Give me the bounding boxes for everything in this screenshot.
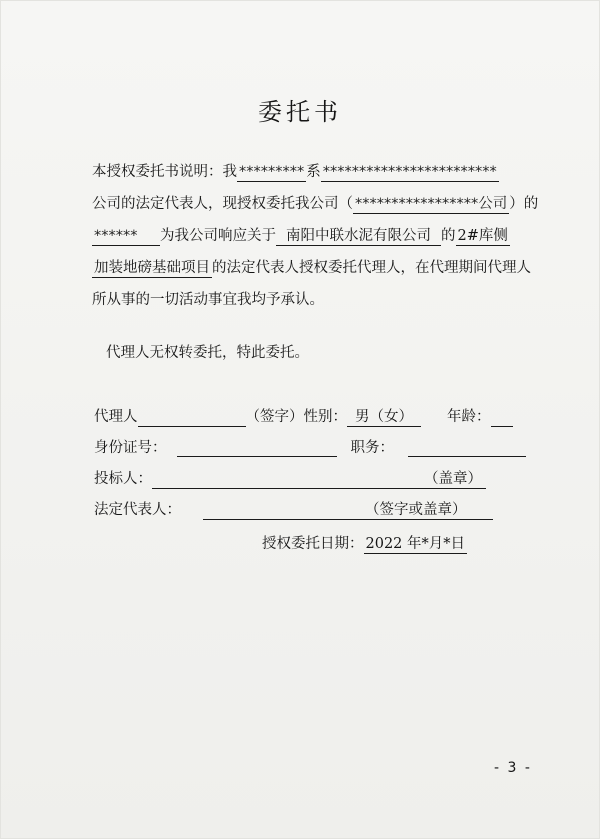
bidder-row <box>94 467 534 498</box>
id-row <box>94 436 534 467</box>
paragraph-line-2 <box>92 188 539 220</box>
age-blank <box>491 426 513 427</box>
legal-rep-sign-note: （签字或盖章） <box>363 501 493 520</box>
agent-blank <box>138 426 246 427</box>
line2-suffix: ）的 <box>509 196 539 212</box>
project-field-part2: 加装地磅基础项目 <box>94 260 210 276</box>
gender-value: 男（女） <box>347 408 421 427</box>
legal-rep-blank <box>203 519 363 520</box>
age-label: 年龄： <box>447 409 491 425</box>
line3-mid: 为我公司响应关于 <box>160 228 276 244</box>
agent-sign-note: （签字） <box>245 409 304 425</box>
organization-field: 南阳中联水泥有限公司 <box>276 227 441 246</box>
legal-rep-row <box>94 498 534 529</box>
paragraph-line-4 <box>92 252 532 284</box>
legal-rep-name-field: ********* <box>239 164 305 180</box>
position-blank <box>408 456 526 457</box>
signature-form <box>94 405 534 529</box>
paragraph-line-1 <box>92 156 532 188</box>
paragraph-line-3 <box>92 220 532 252</box>
line4-text: 的法定代表人授权委托代理人，在代理期间代理人 <box>212 260 531 276</box>
agent-label: 代理人 <box>94 409 138 425</box>
company-field-2: *****************公司 <box>355 196 508 212</box>
authorization-date <box>262 532 467 554</box>
line2-text: 公司的法定代表人，现授权委托我公司（ <box>92 196 353 212</box>
legal-rep-label: 法定代表人： <box>94 502 181 518</box>
line3-suffix: 的 <box>441 228 456 244</box>
bidder-label: 投标人： <box>94 471 152 487</box>
date-value: 2022 年*月*日 <box>365 536 466 552</box>
id-blank <box>177 456 337 457</box>
agent-row <box>94 405 534 436</box>
date-label: 授权委托日期： <box>262 536 364 552</box>
line1-mid: 系 <box>306 164 321 180</box>
paragraph-line-5 <box>92 284 532 316</box>
document-title: 委托书 <box>258 98 342 126</box>
position-label: 职务： <box>350 440 394 456</box>
project-field-part1: 2#库侧 <box>457 228 508 244</box>
gender-label: 性别： <box>303 409 347 425</box>
bidder-blank <box>152 488 422 489</box>
company-name-field: ************************ <box>322 164 497 180</box>
authorization-paragraph <box>92 156 539 316</box>
id-label: 身份证号： <box>94 440 167 456</box>
line5-text: 所从事的一切活动事宜我均予承认。 <box>92 292 324 308</box>
agent-name-field: ****** <box>92 227 160 246</box>
page-number: - 3 - <box>494 760 532 776</box>
bidder-seal-note: （盖章） <box>422 470 486 489</box>
line1-prefix: 本授权委托书说明：我 <box>92 164 237 180</box>
no-subdelegation-paragraph: 代理人无权转委托，特此委托。 <box>106 345 309 361</box>
